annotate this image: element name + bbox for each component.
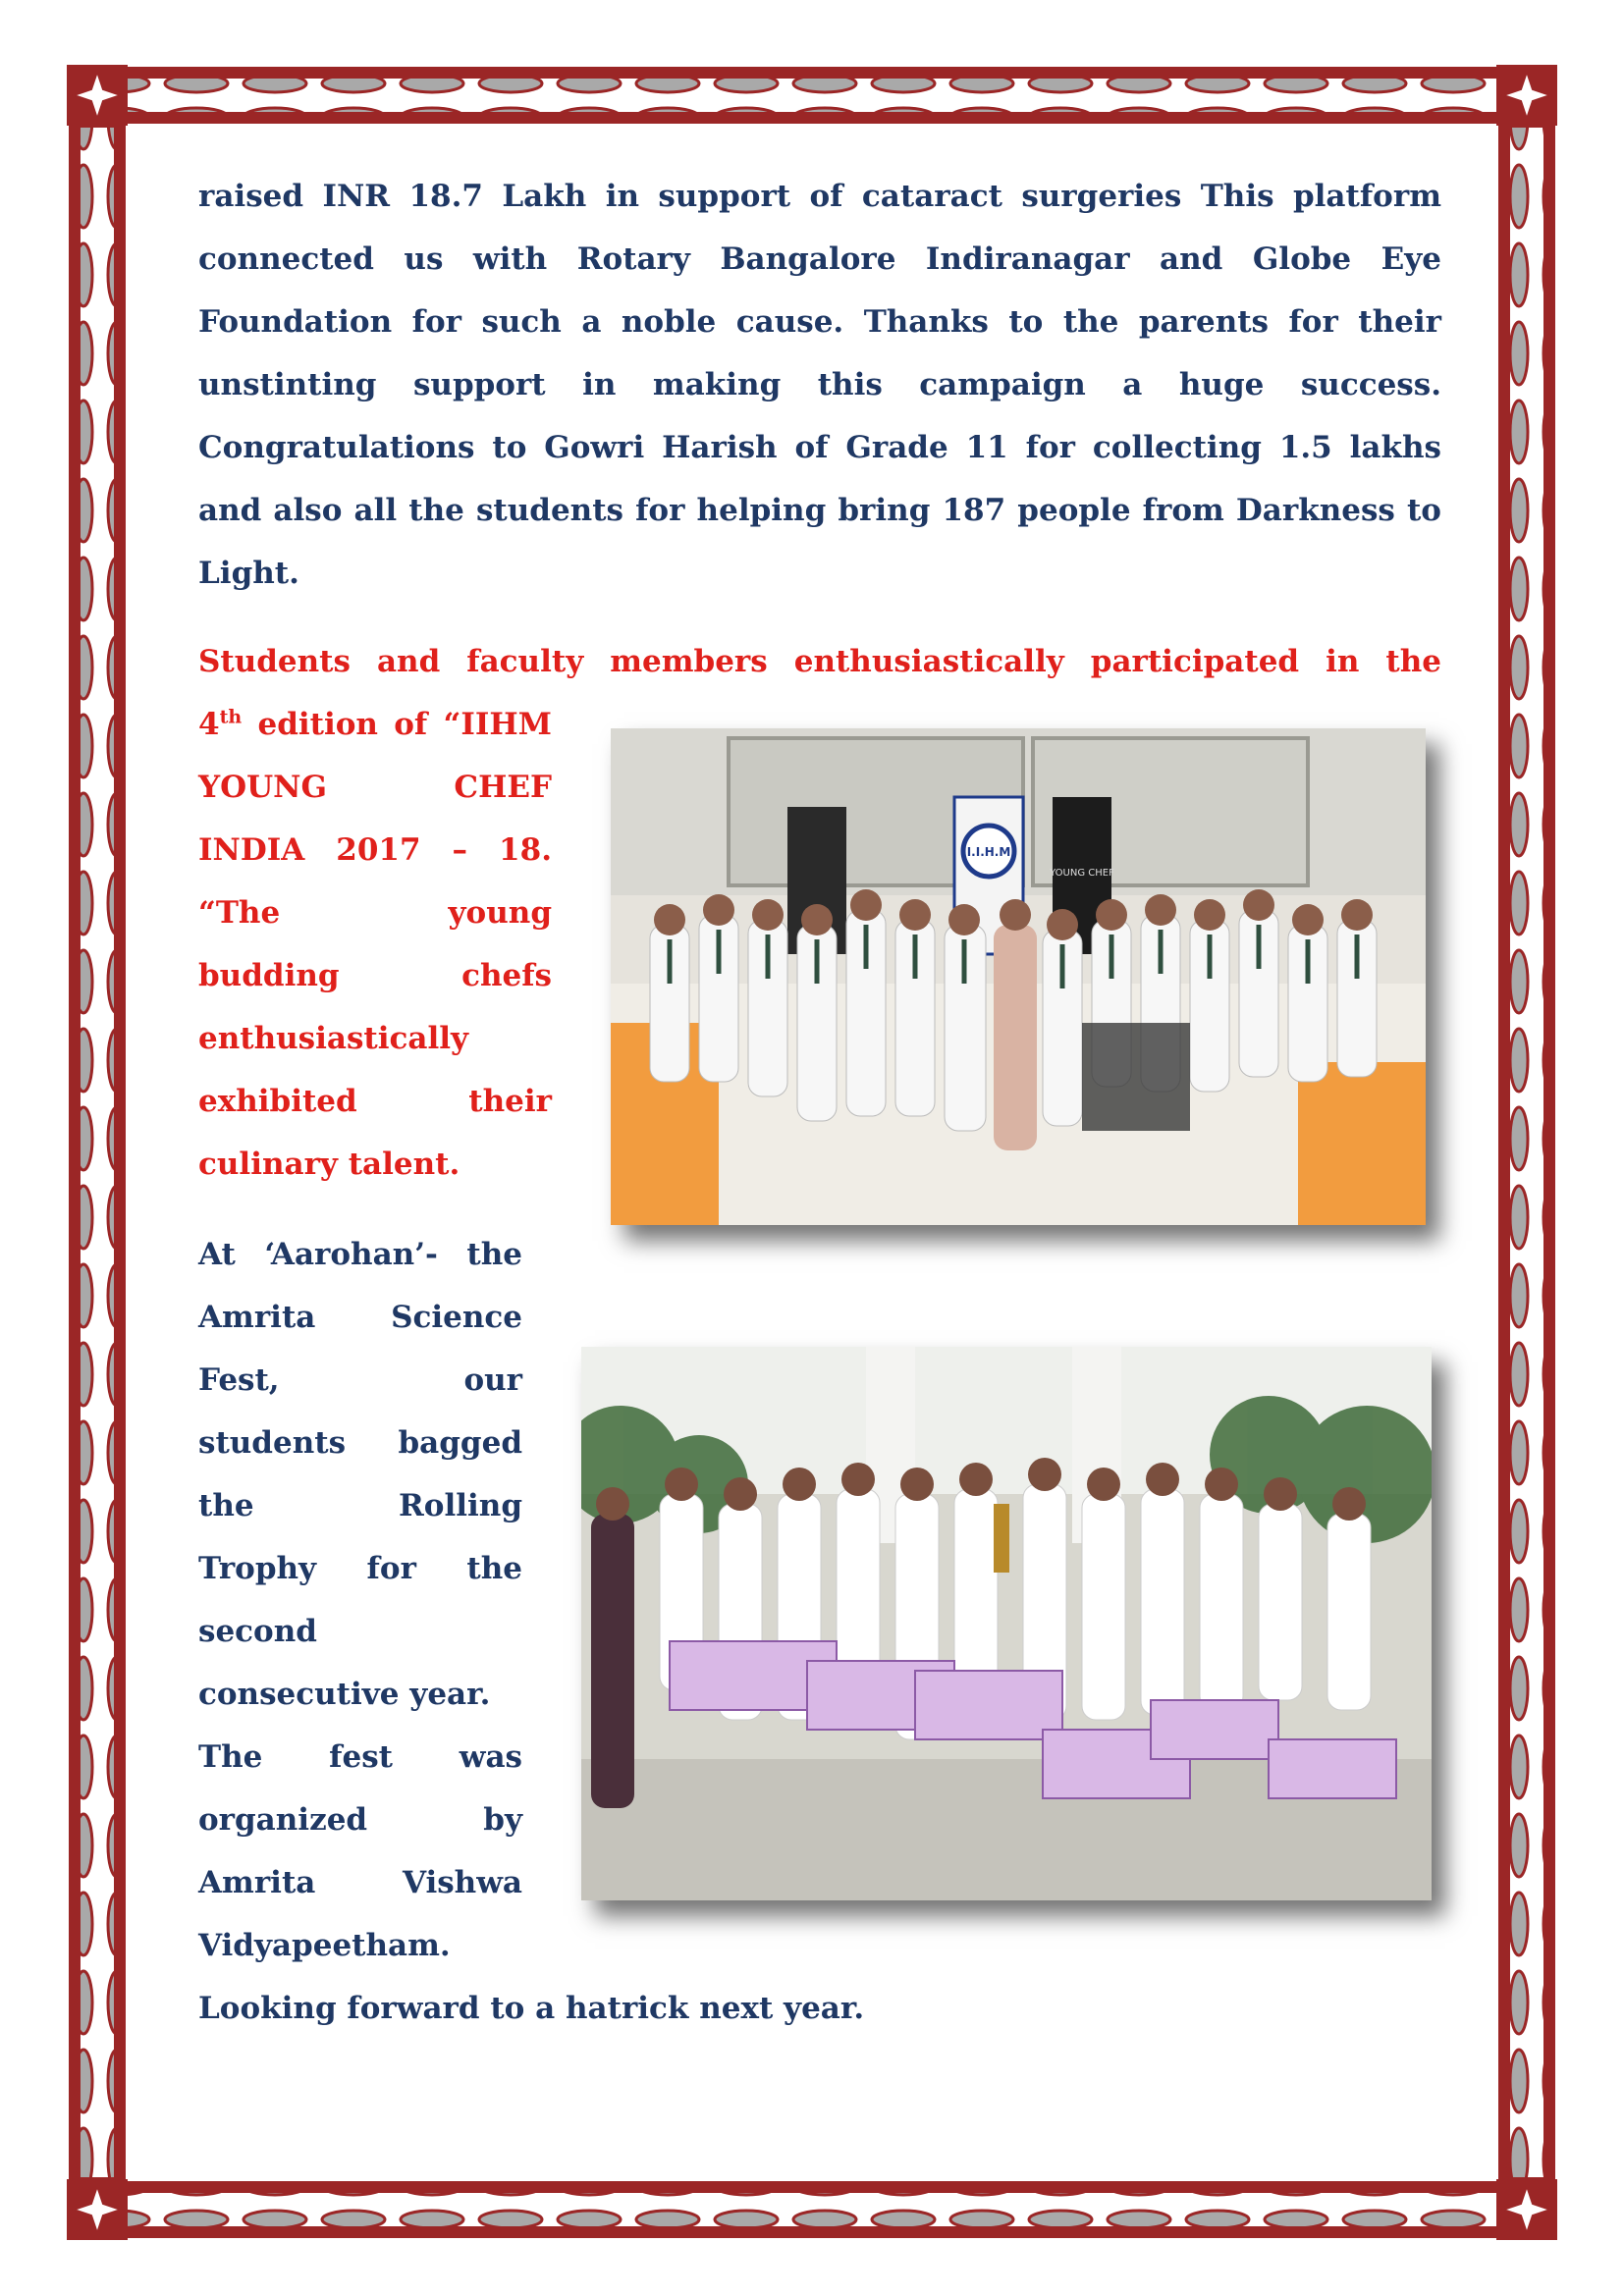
young-chef-photo [611, 728, 1426, 1225]
chef-line: YOUNG CHEF [198, 770, 552, 805]
science-line: Vidyapeetham. [198, 1928, 451, 1963]
science-line: Amrita Vishwa [198, 1865, 522, 1900]
science-line: second [198, 1614, 317, 1649]
chef-line: budding chefs [198, 958, 552, 993]
science-line: consecutive year. [198, 1677, 491, 1712]
chef-line: exhibited their [198, 1084, 552, 1119]
chef-line: culinary talent. [198, 1147, 460, 1182]
chef-line: INDIA 2017 – 18. [198, 832, 552, 868]
chef-line-1-rest: edition of “IIHM [242, 707, 552, 742]
science-line: students bagged [198, 1425, 522, 1461]
chef-lead-line: Students and faculty members enthusiastically participated in the [198, 644, 1441, 679]
intro-paragraph: raised INR 18.7 Lakh in support of cataract surgeries This platform connected us with Rotary Bangalore Indiranagar and Globe Eye Foundation for such a noble cause. Thanks to the parents for their unstinting support in making this campaign a huge success. Congratulations to Gowri Harish of Grade 11 for collecting 1.5 lakhs and also all the students for helping bring 187 people from Darkness to Light. [198, 179, 1441, 591]
science-line: organized by [198, 1802, 522, 1838]
science-fest-photo [581, 1347, 1432, 1900]
science-line: The fest was [198, 1739, 522, 1775]
science-line: Trophy for the [198, 1551, 522, 1586]
chef-banner-text-2: YOUNG CHEF [1050, 868, 1114, 879]
ordinal-suffix: th [219, 706, 243, 728]
ordinal-number: 4 [198, 707, 220, 742]
science-line: At ‘Aarohan’- the [198, 1237, 522, 1272]
science-line: Fest, our [198, 1362, 522, 1398]
chef-line: enthusiastically [198, 1021, 469, 1056]
chef-banner-text-1: I.I.H.M [966, 845, 1011, 859]
chef-line-1 [198, 693, 552, 756]
closing-line: Looking forward to a hatrick next year. [198, 1991, 865, 2026]
chef-column-text [198, 693, 552, 1196]
science-column-text [198, 1223, 522, 1977]
science-line: the Rolling [198, 1488, 522, 1523]
science-line: Amrita Science [198, 1300, 522, 1335]
chef-line: “The young [198, 895, 552, 931]
